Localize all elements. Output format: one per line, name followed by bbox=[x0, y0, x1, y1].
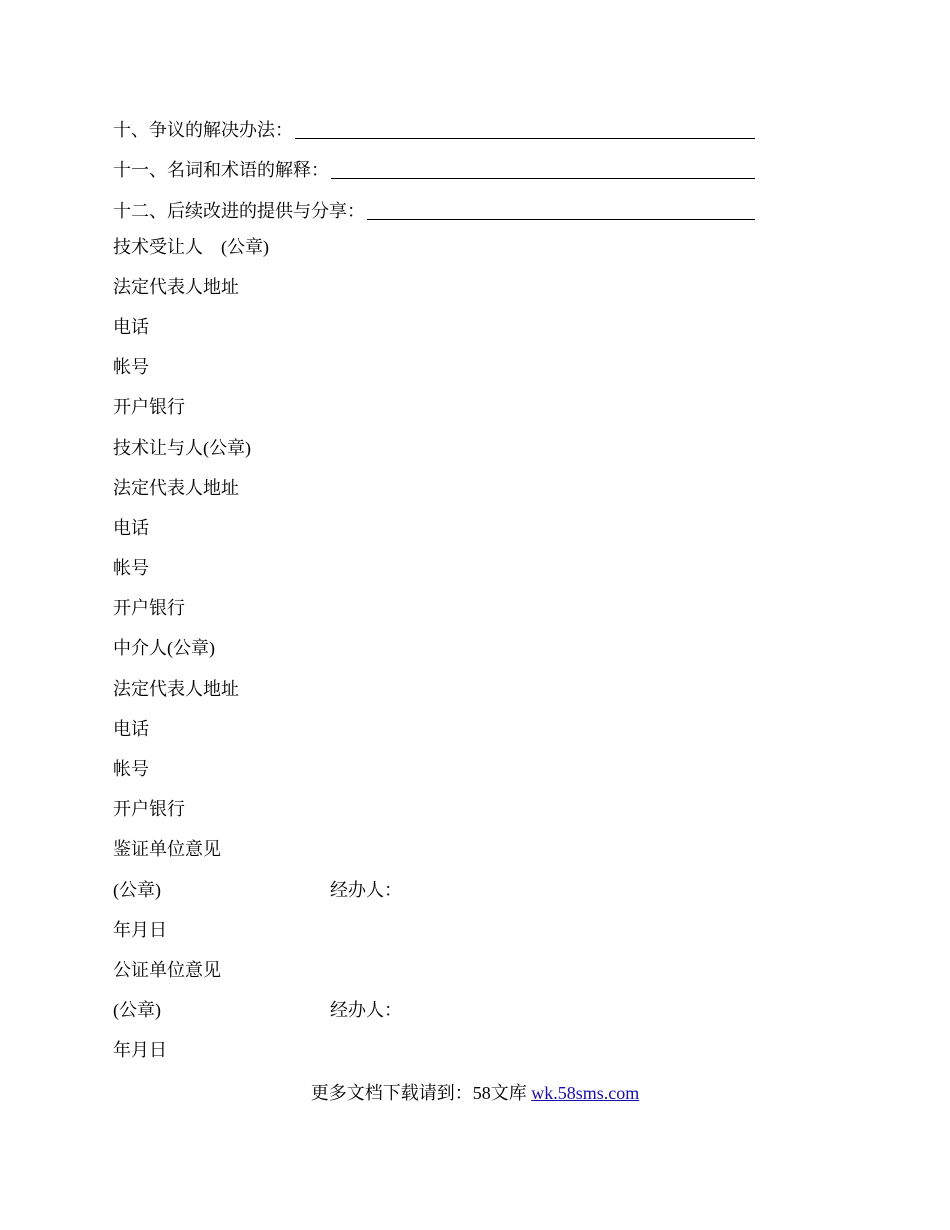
seal-label: (公章) bbox=[113, 879, 161, 900]
rep-address-label: 法定代表人地址 bbox=[113, 678, 239, 699]
phone-label: 电话 bbox=[113, 316, 149, 337]
bank-label: 开户银行 bbox=[113, 598, 185, 619]
account-label: 帐号 bbox=[113, 357, 149, 378]
verification-title: 鉴证单位意见 bbox=[113, 839, 221, 860]
fill-in-blank[interactable] bbox=[331, 160, 755, 179]
notarization-title: 公证单位意见 bbox=[113, 959, 221, 980]
party-title: 中介人(公章) bbox=[113, 638, 215, 659]
clause-improvements bbox=[113, 188, 755, 228]
verification-seal-row bbox=[113, 872, 755, 912]
handler-label: 经办人： bbox=[330, 1000, 402, 1021]
party-transferor bbox=[113, 430, 755, 631]
notarization-seal-row bbox=[113, 992, 755, 1032]
bank-label: 开户银行 bbox=[113, 397, 185, 418]
clause-label: 十一、名词和术语的解释： bbox=[113, 160, 329, 181]
account-label: 帐号 bbox=[113, 558, 149, 579]
seal-label: (公章) bbox=[113, 1000, 161, 1021]
phone-label: 电话 bbox=[113, 517, 149, 538]
fill-in-blank[interactable] bbox=[367, 201, 755, 220]
verification-section bbox=[113, 831, 755, 952]
party-title: 技术受让人 (公章) bbox=[113, 236, 269, 257]
date-label: 年月日 bbox=[113, 919, 167, 940]
bank-label: 开户银行 bbox=[113, 799, 185, 820]
footer bbox=[0, 1078, 950, 1108]
clause-terms bbox=[113, 148, 755, 188]
phone-label: 电话 bbox=[113, 718, 149, 739]
handler-label: 经办人： bbox=[330, 879, 402, 900]
clause-dispute bbox=[113, 108, 755, 148]
party-intermediary bbox=[113, 630, 755, 831]
clause-label: 十、争议的解决办法： bbox=[113, 120, 293, 141]
party-title: 技术让与人(公章) bbox=[113, 437, 251, 458]
rep-address-label: 法定代表人地址 bbox=[113, 276, 239, 297]
rep-address-label: 法定代表人地址 bbox=[113, 477, 239, 498]
notarization-section bbox=[113, 952, 755, 1073]
date-label: 年月日 bbox=[113, 1040, 167, 1061]
party-transferee bbox=[113, 229, 755, 430]
footer-text: 更多文档下载请到：58文库 bbox=[310, 1083, 527, 1103]
account-label: 帐号 bbox=[113, 759, 149, 779]
clause-label: 十二、后续改进的提供与分享： bbox=[113, 200, 365, 221]
document-body bbox=[113, 108, 755, 1073]
footer-link[interactable]: wk.58sms.com bbox=[531, 1083, 640, 1103]
fill-in-blank[interactable] bbox=[295, 120, 755, 139]
